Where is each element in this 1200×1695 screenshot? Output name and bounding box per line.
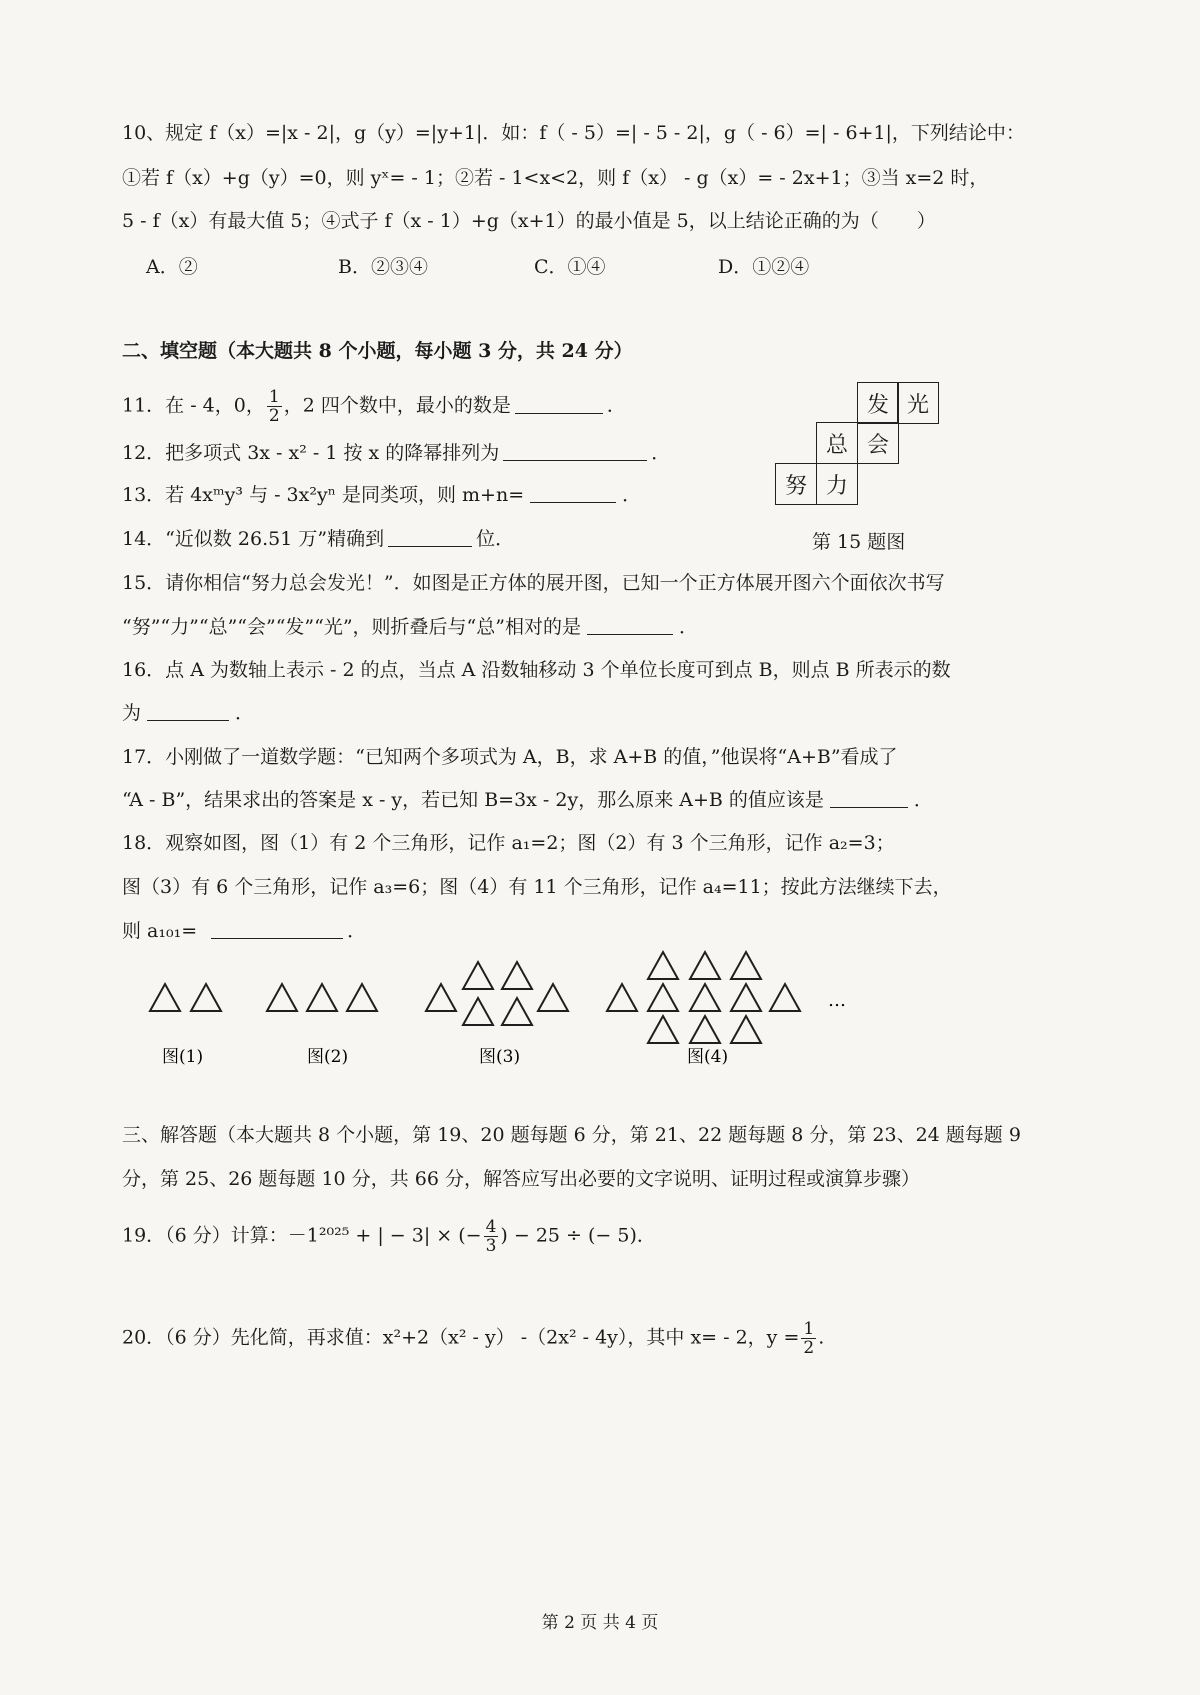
q19-fraction [484, 1218, 499, 1255]
q11-end: ． [606, 394, 626, 417]
triangle-fig3-bottom-2 [502, 998, 532, 1025]
cube-face-li: 力 [816, 463, 858, 505]
triangle-fig3-top-1 [463, 962, 493, 989]
cube-face-hui: 会 [857, 422, 899, 464]
q19-text-post: ) − 25 ÷ (− 5)． [500, 1224, 656, 1247]
section-2-heading: 二、填空题（本大题共 8 个小题，每小题 3 分，共 24 分） [122, 340, 633, 362]
page-footer: 第 2 页 共 4 页 [541, 1613, 659, 1633]
q11-frac-den: 2 [268, 406, 280, 426]
q20-end: . [818, 1326, 825, 1349]
fig-label-1: 图(1) [162, 1047, 204, 1067]
q19-text-pre: 19．（6 分）计算：－1²⁰²⁵ + | − 3| × (− [122, 1224, 482, 1247]
q14-end: 位． [476, 528, 515, 550]
fig-label-2: 图(2) [307, 1047, 349, 1067]
triangle-fig2-3 [347, 984, 377, 1011]
q12-text: 12．把多项式 3x - x² - 1 按 x 的降幂排列为 [122, 442, 500, 464]
q10-line2: ①若 f（x）+g（y）=0，则 yˣ= - 1；②若 - 1<x<2，则 f（x） - g（x）= - 2x+1；③当 x=2 时， [122, 167, 989, 189]
section-3-heading-line1: 三、解答题（本大题共 8 个小题，第 19、20 题每题 6 分，第 21、22 题每题 8 分，第 23、24 题每题 9 [122, 1124, 1021, 1146]
cube-face-fa: 发 [857, 382, 899, 424]
q19 [122, 1218, 656, 1255]
q17-answer-blank[interactable] [830, 789, 908, 808]
q20-frac-num: 1 [803, 1319, 815, 1339]
q11 [122, 388, 626, 425]
triangle-fig3-top-2 [502, 962, 532, 989]
q11-answer-blank[interactable] [515, 395, 603, 414]
fig-label-4: 图(4) [687, 1047, 729, 1067]
q18-line2: 图（3）有 6 个三角形，记作 a₃=6；图（4）有 11 个三角形，记作 a₄=11；按此方法继续下去， [122, 876, 952, 898]
q20-text-pre: 20．（6 分）先化简，再求值：x²+2（x² - y） -（2x² - 4y），其中 x= - 2，y = [122, 1326, 800, 1349]
q20-fraction [801, 1320, 816, 1357]
q15-figure-caption: 第 15 题图 [812, 531, 906, 553]
q10-option-a: A．② [146, 256, 198, 278]
q19-frac-den: 3 [485, 1236, 497, 1256]
pattern-ellipsis: … [828, 990, 846, 1011]
q16-end: ． [235, 702, 255, 724]
q18-end: ． [347, 920, 367, 942]
triangle-fig4-mid-3 [731, 984, 761, 1011]
section-3-heading-line2: 分，第 25、26 题每题 10 分，共 66 分，解答应写出必要的文字说明、证明过程或演算步骤） [122, 1168, 920, 1190]
cube-face-nu: 努 [775, 463, 817, 505]
triangle-fig4-mid-2 [690, 984, 720, 1011]
q20 [122, 1320, 824, 1357]
triangle-fig1-2 [191, 984, 221, 1011]
q15-end: ． [679, 616, 699, 638]
q20-frac-den: 2 [803, 1338, 815, 1358]
q16-line1: 16．点 A 为数轴上表示 - 2 的点，当点 A 沿数轴移动 3 个单位长度可到点 B，则点 B 所表示的数 [122, 659, 951, 681]
triangle-fig3-bottom-1 [463, 998, 493, 1025]
q11-text-pre: 11．在 - 4，0， [122, 394, 265, 417]
q17-line1: 17．小刚做了一道数学题：“已知两个多项式为 A，B，求 A+B 的值，”他误将“A+B”看成了 [122, 746, 898, 768]
q14-answer-blank[interactable] [388, 528, 472, 547]
q15-line1: 15．请你相信“努力总会发光！”．如图是正方体的展开图，已知一个正方体展开图六个面依次书写 [122, 572, 945, 594]
q11-fraction [267, 388, 282, 425]
q15-line2: “努”“力”“总”“会”“发”“光”，则折叠后与“总”相对的是 [122, 616, 581, 638]
q12-answer-blank[interactable] [503, 442, 647, 461]
triangle-fig4-bottom-2 [690, 1016, 720, 1043]
q18-answer-blank[interactable] [211, 920, 343, 939]
triangle-fig1-1 [150, 984, 180, 1011]
triangle-fig2-2 [307, 984, 337, 1011]
q15-line2-wrap [122, 614, 698, 640]
triangle-fig4-bottom-3 [731, 1016, 761, 1043]
triangle-fig4-top-2 [690, 952, 720, 979]
q14 [122, 526, 514, 552]
q14-text: 14．“近似数 26.51 万”精确到 [122, 528, 385, 550]
q19-frac-num: 4 [485, 1217, 497, 1237]
triangle-fig2-1 [267, 984, 297, 1011]
q17-line2-wrap [122, 787, 933, 813]
q10-option-b: B．②③④ [338, 256, 428, 278]
cube-face-zong: 总 [816, 422, 858, 464]
cube-face-guang: 光 [897, 382, 939, 424]
q16-line2-wrap [122, 700, 254, 726]
q17-end: ． [913, 789, 933, 811]
q10-line3: 5 - f（x）有最大值 5；④式子 f（x - 1）+g（x+1）的最小值是 5，以上结论正确的为（ ） [122, 210, 936, 232]
triangle-fig4-top-1 [648, 952, 678, 979]
triangle-fig3-left [426, 984, 456, 1011]
triangle-fig4-bottom-1 [648, 1016, 678, 1043]
triangle-pattern-figure [0, 940, 1200, 1080]
triangle-fig4-mid-1 [648, 984, 678, 1011]
q18-line1: 18．观察如图，图（1）有 2 个三角形，记作 a₁=2；图（2）有 3 个三角形，记作 a₂=3； [122, 832, 895, 854]
q12 [122, 440, 670, 466]
triangle-fig4-top-3 [731, 952, 761, 979]
q16-line2: 为 [122, 702, 142, 724]
q13-end: ． [622, 484, 642, 506]
q15-answer-blank[interactable] [587, 616, 673, 635]
q11-text-post: ，2 四个数中，最小的数是 [283, 394, 511, 417]
q13-answer-blank[interactable] [530, 484, 616, 503]
q12-end: ． [651, 442, 671, 464]
q17-line2: “A - B”，结果求出的答案是 x - y，若已知 B=3x - 2y，那么原来 A+B 的值应该是 [122, 789, 824, 811]
fig-label-3: 图(3) [479, 1047, 521, 1067]
q16-answer-blank[interactable] [147, 702, 229, 721]
triangle-fig4-right [770, 984, 800, 1011]
triangle-fig4-left [607, 984, 637, 1011]
q10-line1: 10、规定 f（x）=|x - 2|，g（y）=|y+1|．如：f（ - 5）=| - 5 - 2|，g（ - 6）=| - 6+1|，下列结论中： [122, 122, 1025, 144]
q13-text: 13．若 4xᵐy³ 与 - 3x²yⁿ 是同类项，则 m+n= [122, 484, 525, 506]
q18-line3: 则 a₁₀₁= [122, 920, 198, 942]
q13 [122, 482, 641, 508]
triangle-fig3-right [538, 984, 568, 1011]
q11-frac-num: 1 [268, 387, 280, 407]
q10-option-d: D．①②④ [718, 256, 810, 278]
q10-option-c: C．①④ [534, 256, 606, 278]
